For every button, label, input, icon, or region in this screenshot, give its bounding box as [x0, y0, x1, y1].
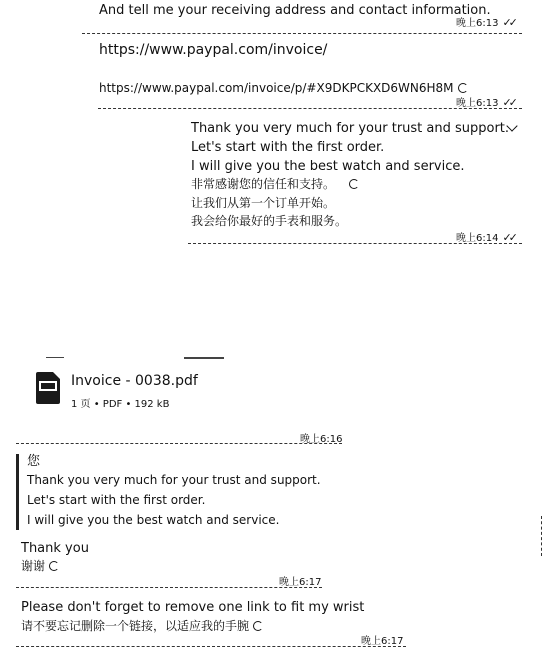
time-label: 晚上6:14	[456, 233, 499, 244]
double-check-icon: ✓✓	[502, 96, 515, 109]
double-check-icon: ✓✓	[502, 231, 515, 244]
scrollbar[interactable]	[541, 516, 544, 556]
invoice-link[interactable]: https://www.paypal.com/invoice/	[99, 42, 328, 58]
message-line: I will give you the best watch and service.	[191, 159, 465, 174]
refresh-icon[interactable]	[253, 621, 263, 631]
attachment-meta: 1 页 • PDF • 192 kB	[71, 399, 170, 410]
quote-line: Let's start with the first order.	[27, 493, 206, 507]
message-text: And tell me your receiving address and contact information.	[99, 3, 491, 18]
message-time: 晚上6:17	[279, 577, 322, 588]
invoice-link-full[interactable]: https://www.paypal.com/invoice/p/#X9DKPCKXD6WN6H8M	[99, 81, 454, 95]
divider	[46, 357, 64, 358]
message-time	[456, 14, 515, 29]
message-text: Thank you	[21, 541, 89, 556]
message-line: 非常感谢您的信任和支持。	[191, 177, 336, 191]
refresh-icon[interactable]	[458, 83, 468, 93]
message-line: 让我们从第一个订单开始。	[191, 196, 336, 210]
message-text: Please don't forget to remove one link to fit my wrist	[21, 600, 365, 615]
divider	[82, 33, 522, 34]
message-line: Let's start with the first order.	[191, 140, 385, 155]
divider	[184, 357, 224, 359]
quote-bar	[16, 454, 19, 530]
translation-text: 谢谢	[21, 559, 46, 573]
message-time	[456, 229, 515, 244]
divider	[16, 443, 342, 444]
pdf-file-icon[interactable]	[36, 372, 60, 404]
divider	[188, 243, 522, 244]
message-line: 我会给你最好的手表和服务。	[191, 214, 348, 228]
refresh-icon[interactable]	[349, 179, 359, 189]
time-label: 晚上6:13	[456, 98, 499, 109]
message-line: Thank you very much for your trust and support.	[191, 121, 510, 136]
divider	[16, 587, 322, 588]
message-time: 晚上6:17	[361, 636, 404, 647]
double-check-icon: ✓✓	[502, 16, 515, 29]
attachment-name[interactable]: Invoice - 0038.pdf	[71, 373, 198, 389]
quote-line: I will give you the best watch and service.	[27, 513, 280, 527]
refresh-icon[interactable]	[49, 561, 59, 571]
message-time	[456, 94, 515, 109]
time-label: 晚上6:13	[456, 18, 499, 29]
quote-author: 您	[27, 454, 41, 469]
message-time: 晚上6:16	[300, 434, 343, 445]
translation-text: 请不要忘记删除一个链接，以适应我的手腕	[21, 619, 250, 633]
divider	[98, 108, 522, 109]
quote-line: Thank you very much for your trust and support.	[27, 473, 321, 487]
divider	[16, 646, 406, 647]
